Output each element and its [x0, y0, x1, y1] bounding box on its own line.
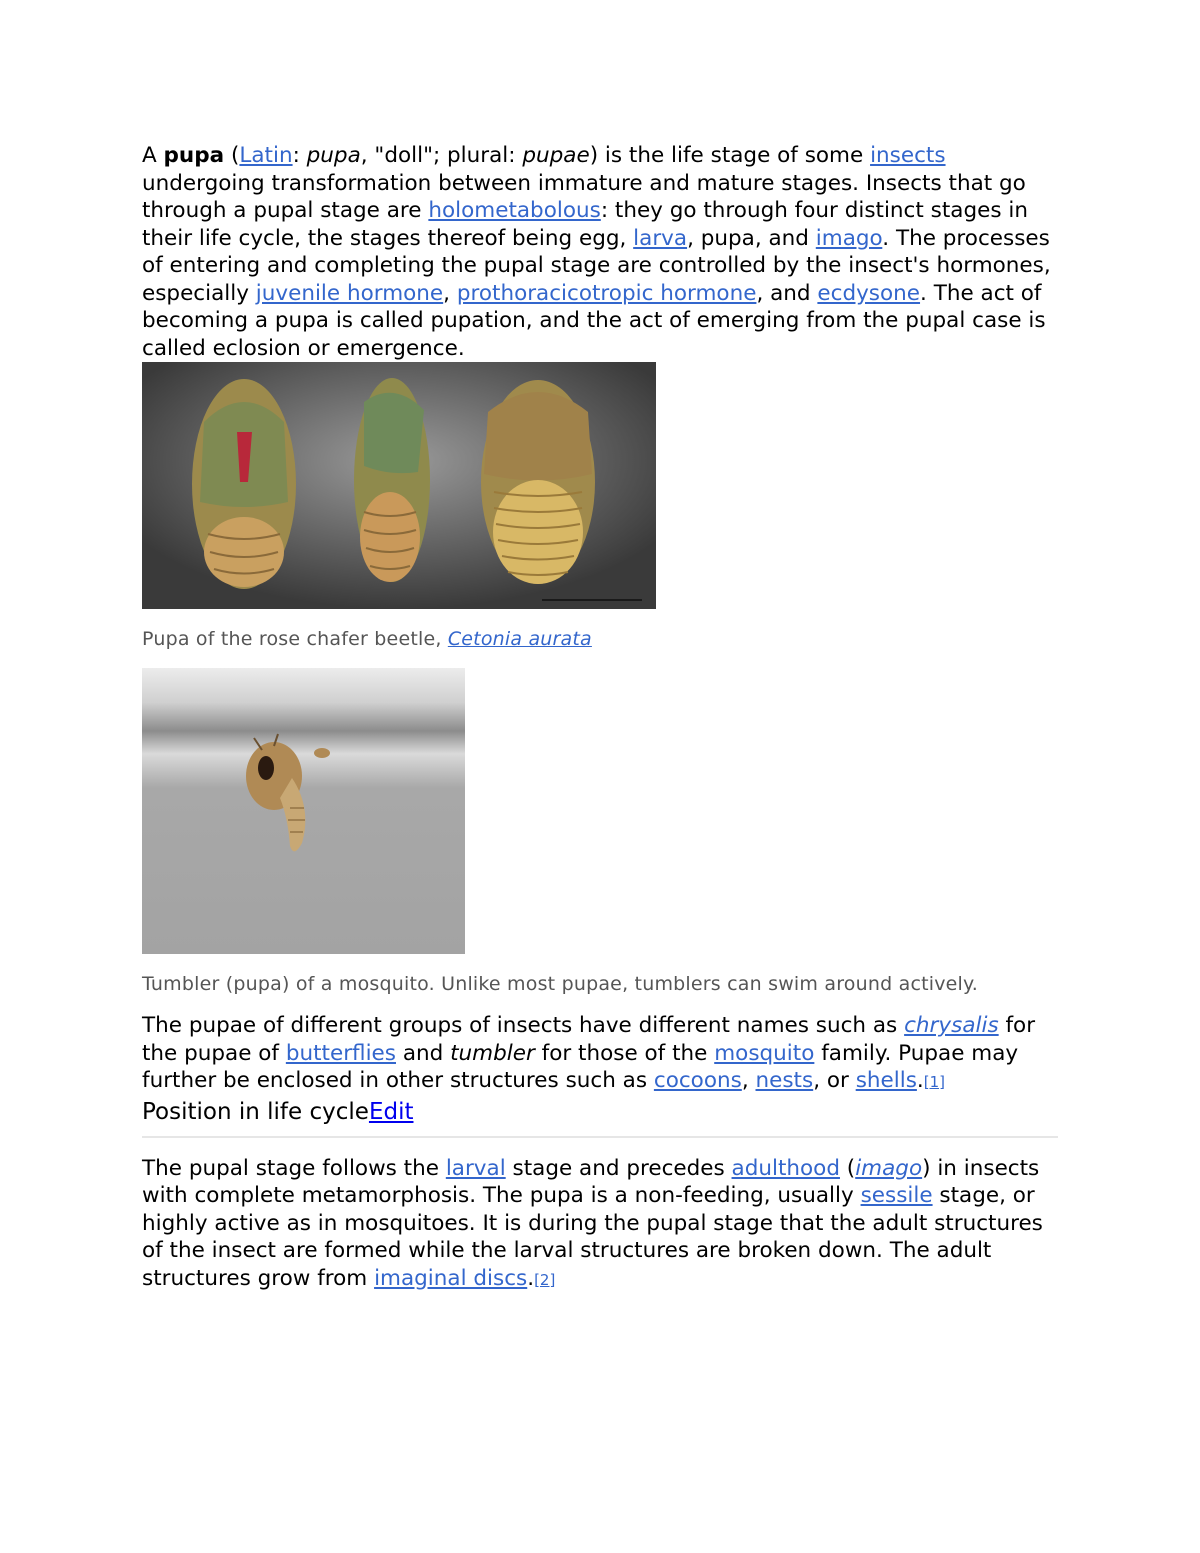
mosquito-pupa-image[interactable] [142, 668, 465, 954]
section-divider [142, 1136, 1058, 1138]
link-holometabolous[interactable]: holometabolous [428, 198, 601, 223]
para-text: stage and precedes [505, 1155, 732, 1181]
intro-text: , "doll"; plural: [360, 143, 523, 168]
para-text: for the pupae of [142, 1013, 1036, 1066]
intro-text: A [142, 143, 164, 168]
intro-text: . The act of becoming a pupa is called pupation, and the act of emerging from the pupal case is called eclosion or emergence. [142, 280, 1046, 361]
link-ecdysone[interactable]: ecdysone [817, 280, 921, 306]
link-shells[interactable]: shells [855, 1068, 917, 1093]
intro-text: undergoing transformation between immature and mature stages. Insects that go through a pupal stage are [142, 170, 1026, 223]
figure-caption: Tumbler (pupa) of a mosquito. Unlike most pupae, tumblers can swim around actively. [142, 973, 979, 995]
para-text: . [916, 1068, 924, 1093]
intro-text: , pupa, and [687, 225, 816, 251]
beetle-pupa-image[interactable] [142, 362, 656, 609]
link-latin[interactable]: Latin [239, 143, 293, 168]
intro-text: ( [224, 143, 240, 168]
term-tumbler: tumbler [450, 1040, 535, 1066]
link-imago-2[interactable]: imago [855, 1155, 923, 1181]
mosquito-pupa-illustration [142, 668, 465, 954]
intro-text: , [443, 280, 457, 306]
reference-link-2[interactable]: [2] [534, 1270, 556, 1289]
para-text: for those of the [534, 1040, 715, 1066]
para-text: ) in insects with complete metamorphosis. The pupa is a non-feeding, usually [142, 1155, 1040, 1208]
para-text: , or [813, 1068, 856, 1093]
para-text: ( [839, 1155, 856, 1181]
link-cocoons[interactable]: cocoons [653, 1068, 742, 1093]
life-cycle-paragraph [142, 1155, 1058, 1295]
link-imaginal-discs[interactable]: imaginal discs [374, 1265, 528, 1291]
link-prothoracicotropic-hormone[interactable]: prothoracicotropic hormone [456, 280, 757, 306]
intro-text: . The processes of entering and completing the pupal stage are controlled by the insect's hormones, especially [142, 225, 1051, 306]
beetle-pupa-illustration [142, 362, 656, 609]
link-butterflies[interactable]: butterflies [285, 1040, 396, 1066]
section-heading [142, 1097, 1058, 1127]
para-text: The pupae of different groups of insects have different names such as [142, 1013, 905, 1038]
names-paragraph [142, 1012, 1058, 1097]
link-larva[interactable]: larva [633, 225, 688, 251]
link-juvenile-hormone[interactable]: juvenile hormone [255, 280, 444, 306]
para-text: and [396, 1040, 451, 1066]
para-text: family. Pupae may further be enclosed in other structures such as [142, 1040, 1019, 1093]
latin-word: pupa [306, 143, 361, 168]
article-body [142, 142, 1058, 1294]
link-sessile[interactable]: sessile [860, 1183, 933, 1208]
term-pupa: pupa [163, 143, 225, 168]
section-title: Position in life cycle [142, 1098, 369, 1125]
intro-paragraph [142, 142, 1058, 362]
figure-mosquito-pupa [142, 668, 1058, 998]
link-insects[interactable]: insects [870, 143, 946, 168]
intro-text: , and [756, 280, 818, 306]
intro-text: : [292, 143, 307, 168]
para-text: stage, or highly active as in mosquitoes. It is during the pupal stage that the adult structures of the insect are formed while the larval structures are broken down. The adult structures grow from [142, 1183, 1043, 1291]
plural-word: pupae [522, 143, 590, 168]
link-chrysalis[interactable]: chrysalis [904, 1013, 999, 1038]
intro-text: ) is the life stage of some [589, 143, 871, 168]
para-text: . [527, 1265, 535, 1291]
caption-text: Pupa of the rose chafer beetle, [142, 628, 448, 650]
edit-section-link[interactable]: Edit [368, 1098, 414, 1125]
reference-link-1[interactable]: [1] [923, 1073, 945, 1091]
para-text: The pupal stage follows the [142, 1155, 446, 1181]
figure-caption [142, 626, 1058, 653]
link-mosquito[interactable]: mosquito [714, 1040, 815, 1066]
link-larval[interactable]: larval [445, 1155, 506, 1181]
link-nests[interactable]: nests [755, 1068, 814, 1093]
figure-beetle-pupa [142, 362, 1058, 653]
link-adulthood[interactable]: adulthood [731, 1155, 840, 1181]
para-text: , [741, 1068, 756, 1093]
intro-text: : they go through four distinct stages in their life cycle, the stages thereof being egg, [142, 198, 1028, 251]
link-imago[interactable]: imago [815, 225, 883, 251]
link-cetonia-aurata[interactable]: Cetonia aurata [447, 628, 592, 650]
